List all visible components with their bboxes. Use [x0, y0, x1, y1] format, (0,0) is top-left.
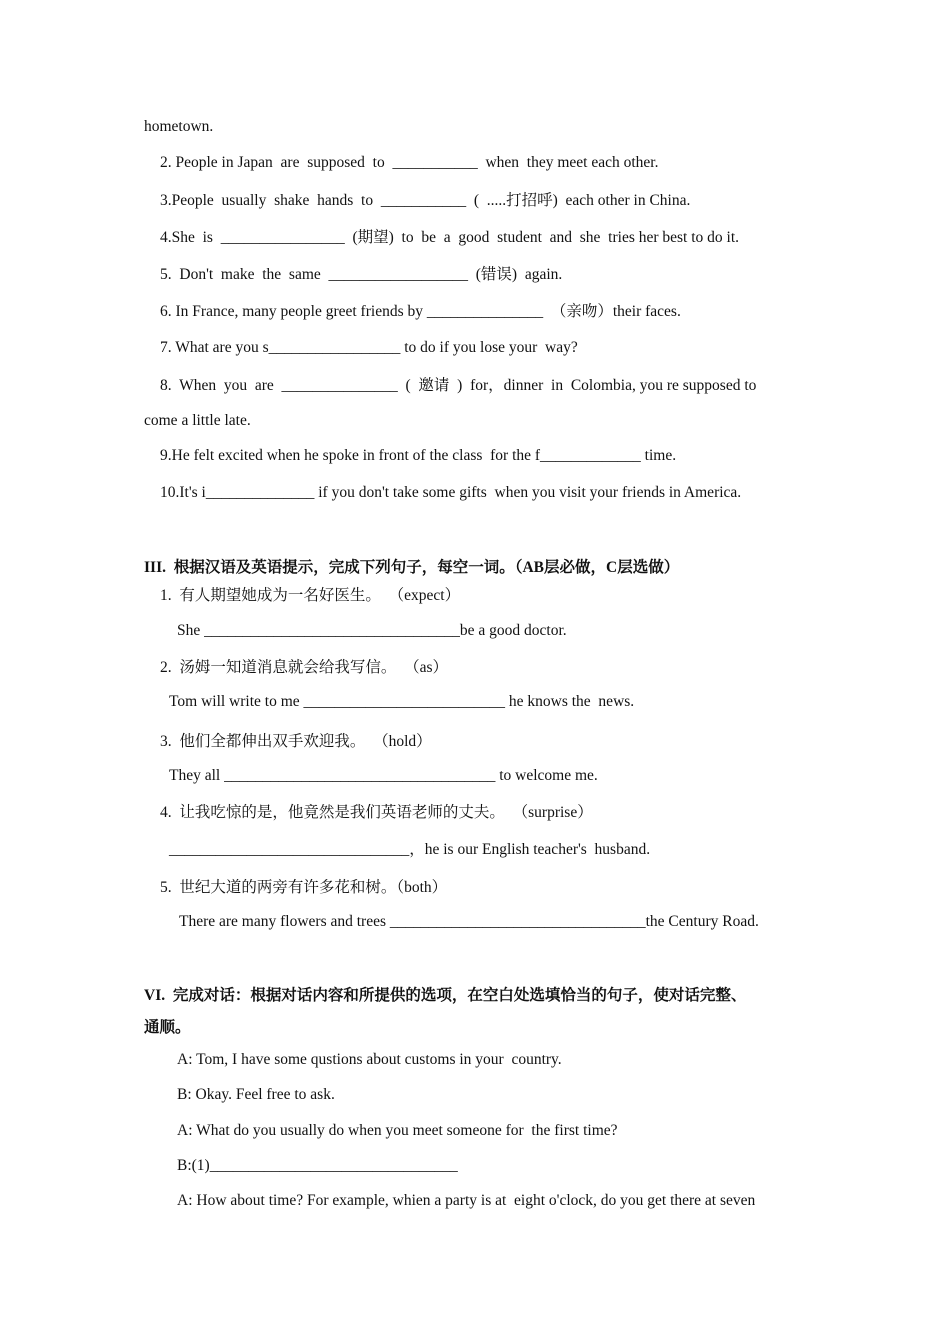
dialogue-line-2: B: Okay. Feel free to ask. [177, 1086, 335, 1103]
section-6-heading: VI. 完成对话：根据对话内容和所提供的选项，在空白处选填恰当的句子，使对话完整、 [144, 987, 747, 1004]
question-8-continued: come a little late. [144, 412, 251, 429]
item-3-chinese: 3. 他们全都伸出双手欢迎我。 （hold） [160, 733, 432, 750]
item-2-chinese: 2. 汤姆一知道消息就会给我写信。 （as） [160, 659, 449, 676]
section-6-heading-continued: 通顺。 [144, 1019, 191, 1036]
dialogue-line-4: B:(1)________________________________ [177, 1157, 458, 1174]
dialogue-line-3: A: What do you usually do when you meet someone for the first time? [177, 1122, 618, 1139]
question-7: 7. What are you s_________________ to do if you lose your way? [160, 339, 578, 356]
question-9: 9.He felt excited when he spoke in front of the class for the f_____________ time. [160, 447, 677, 464]
item-2-english: Tom will write to me __________________________ he knows the news. [169, 693, 635, 710]
question-6: 6. In France, many people greet friends by _______________ （亲吻）their faces. [160, 303, 681, 320]
item-5-chinese: 5. 世纪大道的两旁有许多花和树。（both） [160, 879, 448, 896]
item-5-english: There are many flowers and trees _________________________________the Century Road. [179, 913, 759, 930]
item-3-english: They all ___________________________________ to welcome me. [169, 767, 598, 784]
question-10: 10.It's i______________ if you don't take some gifts when you visit your friends in America. [160, 484, 742, 501]
question-8: 8. When you are _______________ ( 邀请 ) for，dinner in Colombia, you re supposed to [160, 377, 757, 394]
item-1-chinese: 1. 有人期望她成为一名好医生。 （expect） [160, 587, 461, 604]
item-4-english: _______________________________，he is our English teacher's husband. [169, 841, 651, 858]
item-4-chinese: 4. 让我吃惊的是，他竟然是我们英语老师的丈夫。 （surprise） [160, 804, 593, 821]
question-2: 2. People in Japan are supposed to ___________ when they meet each other. [160, 154, 659, 171]
item-1-english: She _________________________________be a good doctor. [177, 622, 567, 639]
continued-line: hometown. [144, 118, 214, 135]
dialogue-line-1: A: Tom, I have some qustions about customs in your country. [177, 1051, 562, 1068]
question-3: 3.People usually shake hands to ___________ ( .....打招呼) each other in China. [160, 192, 691, 209]
question-5: 5. Don't make the same __________________ (错误) again. [160, 266, 563, 283]
dialogue-line-5: A: How about time? For example, whien a party is at eight o'clock, do you get there at seven [177, 1192, 756, 1209]
section-3-heading: III. 根据汉语及英语提示，完成下列句子，每空一词。（AB层必做，C层选做） [144, 559, 680, 576]
question-4: 4.She is ________________ (期望) to be a good student and she tries her best to do it. [160, 229, 740, 246]
